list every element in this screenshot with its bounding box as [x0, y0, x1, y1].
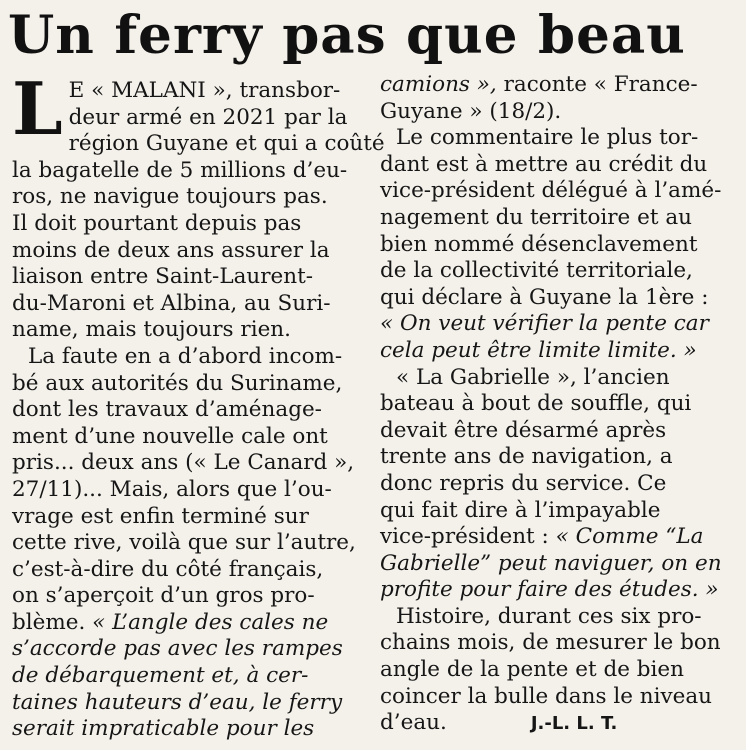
quote-line: cela peut être limite limite. » — [380, 337, 697, 363]
text-line: la bagatelle de 5 millions d’eu- — [12, 157, 348, 183]
text-line: pris... deux ans (« Le Canard », — [12, 450, 355, 476]
column-left — [12, 66, 385, 743]
text-line: deur armé en 2021 par la — [68, 104, 348, 130]
quote-line: s’accorde pas avec les rampes — [12, 636, 343, 662]
text-line: 27/11)... Mais, alors que l’ou- — [12, 476, 332, 502]
text-line: coincer la bulle dans le niveau — [380, 683, 713, 709]
text-line: ment d’une nouvelle cale ont — [12, 423, 328, 449]
text-line: « La Gabrielle », l’ancien — [396, 364, 670, 390]
text-line: donc repris du service. Ce — [380, 470, 667, 496]
column-right — [380, 72, 734, 737]
text-line: Il doit pourtant depuis pas — [12, 210, 302, 236]
text-line: vice-président délégué à l’amé- — [380, 178, 722, 204]
text-run: blème. — [12, 609, 86, 635]
text-line-mixed — [380, 72, 734, 99]
text-line: chains mois, de mesurer le bon — [380, 630, 721, 656]
text-run: d’eau. — [380, 710, 447, 736]
quote-line: taines hauteurs d’eau, le ferry — [12, 689, 343, 715]
quote-line: « On veut vérifier la pente car — [380, 311, 709, 337]
text-line: bien nommé désenclavement — [380, 231, 698, 257]
text-line: c’est-à-dire du côté français, — [12, 556, 324, 582]
drop-cap: L — [12, 66, 63, 151]
text-line: Guyane » (18/2). — [380, 98, 562, 124]
text-run: vice-président : — [380, 524, 549, 550]
quote-run: « Comme “La — [555, 524, 704, 550]
quote-line: profite pour faire des études. » — [380, 577, 719, 603]
text-line: liaison entre Saint-Laurent- — [12, 264, 314, 290]
text-line: qui fait dire à l’impayable — [380, 497, 661, 523]
text-line: qui déclare à Guyane la 1ère : — [380, 284, 709, 310]
text-line: région Guyane et qui a coûté — [68, 131, 385, 157]
text-line: angle de la pente et de bien — [380, 657, 684, 683]
quote-line: serait impraticable pour les — [12, 716, 315, 742]
headline: Un ferry pas que beau — [8, 5, 686, 66]
author-signature: J.-L. L. T. — [530, 713, 618, 735]
quote-line: de débarquement et, à cer- — [12, 663, 309, 689]
quote-run: « L’angle des cales ne — [92, 609, 329, 635]
quote-run: camions », — [380, 72, 497, 97]
text-line: dont les travaux d’aménage- — [12, 397, 322, 423]
text-line: cette rive, voilà que sur l’autre, — [12, 530, 356, 556]
text-line: dant est à mettre au crédit du — [380, 151, 708, 177]
text-line: du-Maroni et Albina, au Suri- — [12, 290, 331, 316]
text-line: name, mais toujours rien. — [12, 317, 291, 343]
text-line: ros, ne navigue toujours pas. — [12, 184, 328, 210]
text-run: raconte « France- — [503, 72, 698, 97]
text-line-mixed — [380, 710, 734, 737]
text-line: nagement du territoire et au — [380, 204, 692, 230]
text-line: bateau à bout de souffle, qui — [380, 391, 692, 417]
text-line: bé aux autorités du Suriname, — [12, 370, 343, 396]
text-line: La faute en a d’abord incom- — [28, 343, 343, 369]
text-line: Le commentaire le plus tor- — [396, 125, 699, 151]
text-line: moins de deux ans assurer la — [12, 237, 330, 263]
text-line: vrage est enfin terminé sur — [12, 503, 309, 529]
quote-line: Gabrielle” peut naviguer, on en — [380, 550, 722, 576]
text-line: E « MALANI », transbor- — [68, 78, 341, 103]
text-line-mixed — [380, 524, 734, 551]
text-line: trente ans de navigation, a — [380, 444, 673, 470]
text-line: devait être désarmé après — [380, 417, 667, 443]
text-line: on s’aperçoit d’un gros pro- — [12, 583, 315, 609]
text-line-mixed — [12, 610, 366, 637]
text-line: de la collectivité territoriale, — [380, 258, 693, 284]
text-line: Histoire, durant ces six pro- — [396, 603, 702, 629]
